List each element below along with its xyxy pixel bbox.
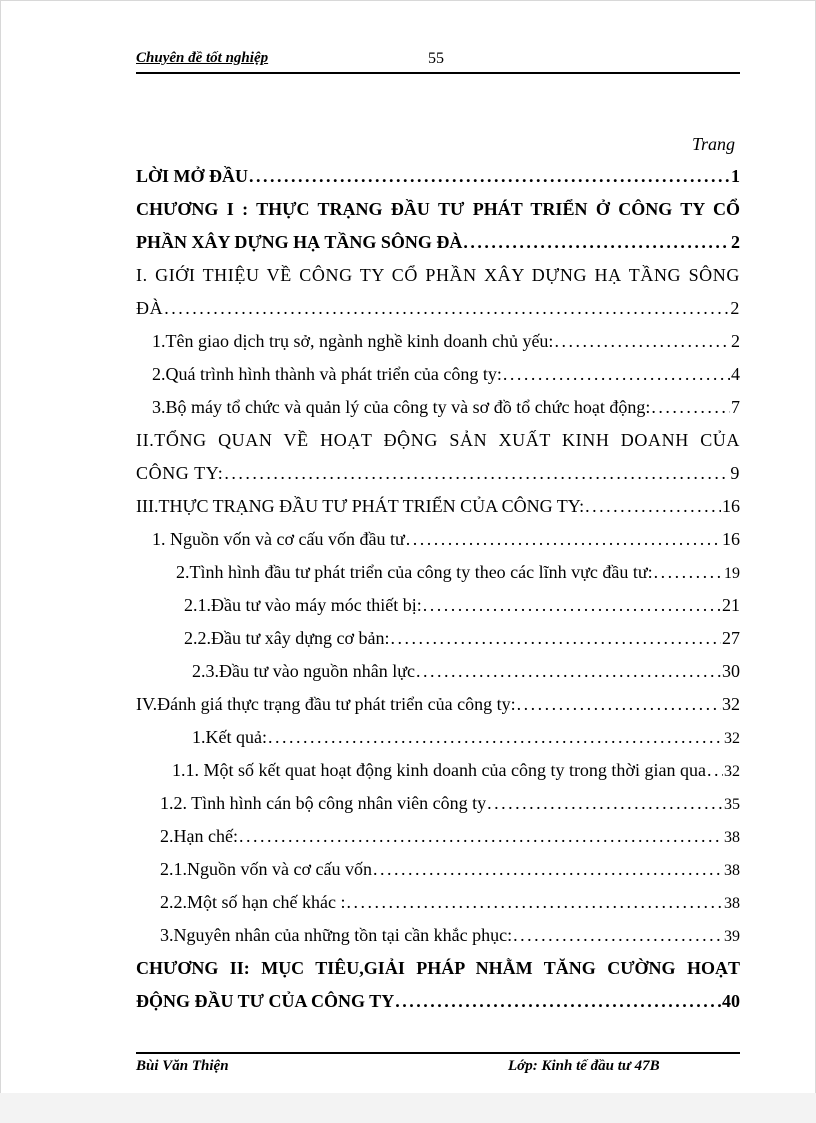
header-title: Chuyên đề tốt nghiệp: [136, 50, 269, 66]
toc-entry-text: 2.2.Một số hạn chế khác :: [160, 892, 346, 912]
toc-leader-dots: [503, 358, 730, 391]
toc-entry-section-4[interactable]: [136, 688, 740, 721]
toc-entry-text: 2.2.Đầu tư xây dựng cơ bản:: [184, 628, 390, 648]
toc-leader-dots: [654, 556, 723, 589]
footer-author: Bùi Văn Thiện: [136, 1058, 229, 1074]
toc-entry-text-line1: II.TỔNG QUAN VỀ HOẠT ĐỘNG SẢN XUẤT KINH DOANH CỦA: [136, 430, 740, 450]
toc-entry-page: 32: [724, 763, 740, 780]
toc-entry-page: 38: [724, 862, 740, 879]
toc-leader-dots: [346, 886, 723, 919]
toc-leader-dots: [585, 490, 721, 523]
toc-leader-dots: [373, 853, 723, 886]
toc-entry-3-2-2[interactable]: [136, 622, 740, 655]
toc-leader-dots: [554, 325, 730, 358]
toc-entry-page: 21: [722, 595, 740, 615]
toc-entry-text-line2: CÔNG TY:: [136, 463, 224, 483]
toc-leader-dots: [423, 589, 721, 622]
toc-leader-dots: [224, 457, 729, 490]
toc-leader-dots: [517, 688, 721, 721]
toc-entry-section-3[interactable]: [136, 490, 740, 523]
toc-entry-3-2-3[interactable]: [136, 655, 740, 688]
toc-entry-text: IV.Đánh giá thực trạng đầu tư phát triển của công ty:: [136, 694, 516, 714]
toc-entry-text: 2.1.Đầu tư vào máy móc thiết bị:: [184, 595, 422, 615]
toc-leader-dots: [395, 985, 721, 1018]
toc-leader-dots: [268, 721, 723, 754]
toc-entry-4-1-1[interactable]: [136, 754, 740, 787]
toc-entry-text: 3.Nguyên nhân của những tồn tại cần khắc phục:: [160, 925, 513, 945]
toc-entry-3-2-1[interactable]: [136, 589, 740, 622]
toc-entry-page: 7: [731, 397, 740, 417]
toc-leader-dots: [391, 622, 722, 655]
toc-entry-text: 2.3.Đầu tư vào nguồn nhân lực: [192, 661, 415, 681]
toc-entry-4-3[interactable]: [136, 919, 740, 952]
toc-entry-page: 40: [722, 991, 740, 1011]
toc-entry-text: 1. Nguồn vốn và cơ cấu vốn đầu tư: [152, 529, 405, 549]
toc-entry-4-1[interactable]: [136, 721, 740, 754]
toc-leader-dots: [651, 391, 730, 424]
toc-entry-text-line1: I. GIỚI THIỆU VỀ CÔNG TY CỔ PHẦN XÂY DỰNG HẠ TẦNG SÔNG: [136, 265, 740, 285]
toc-entry-text: 2.Hạn chế:: [160, 826, 238, 846]
toc-entry-text-line2: ĐÀ: [136, 298, 164, 318]
toc-leader-dots: [239, 820, 723, 853]
page-footer: [136, 1052, 740, 1074]
toc-entry-page: 2: [730, 298, 740, 318]
toc-entry-page: 38: [724, 895, 740, 912]
toc-entry-text-line1: CHƯƠNG I : THỰC TRẠNG ĐẦU TƯ PHÁT TRIỂN Ở CÔNG TY CỔ: [136, 199, 740, 219]
toc-entry-loi-mo-dau[interactable]: [136, 160, 740, 193]
toc-leader-dots: [416, 655, 721, 688]
header-page-number: 55: [428, 50, 444, 67]
toc-entry-text: 2.1.Nguồn vốn và cơ cấu vốn: [160, 859, 372, 879]
toc-entry-section-1[interactable]: [136, 259, 740, 325]
toc-entry-page: 35: [724, 796, 740, 813]
toc-entry-4-2-2[interactable]: [136, 886, 740, 919]
toc-leader-dots: [513, 919, 723, 952]
toc-entry-page: 27: [722, 628, 740, 648]
toc-entry-page: 38: [724, 829, 740, 846]
toc-leader-dots: [164, 292, 729, 325]
footer-class: Lớp: Kinh tế đầu tư 47B: [508, 1058, 660, 1074]
toc-leader-dots: [463, 226, 730, 259]
toc-entry-page: 16: [722, 496, 740, 516]
toc-entry-text: 1.Tên giao dịch trụ sở, ngành nghề kinh doanh chủ yếu:: [152, 331, 554, 351]
toc-entry-text: 2.Tình hình đầu tư phát triển của công ty theo các lĩnh vực đầu tư:: [176, 562, 653, 582]
toc-entry-page: 9: [730, 463, 740, 483]
toc-entry-4-1-2[interactable]: [136, 787, 740, 820]
toc-entry-page: 39: [724, 928, 740, 945]
toc-entry-text-line2: ĐỘNG ĐẦU TƯ CỦA CÔNG TY: [136, 991, 395, 1011]
toc-entry-page: 32: [724, 730, 740, 747]
toc-entry-4-2-1[interactable]: [136, 853, 740, 886]
toc-leader-dots: [249, 160, 730, 193]
toc-page-label: Trang: [692, 134, 736, 154]
toc-entry-text: 1.1. Một số kết quat hoạt động kinh doanh của công ty trong thời gian qua: [172, 760, 706, 780]
toc-entry-text: 3.Bộ máy tổ chức và quản lý của công ty và sơ đồ tổ chức hoạt động:: [152, 397, 651, 417]
toc-entry-text-line1: CHƯƠNG II: MỤC TIÊU,GIẢI PHÁP NHẰM TĂNG CƯỜNG HOẠT: [136, 958, 740, 978]
toc-entry-page: 2: [731, 331, 740, 351]
toc-entry-1-1[interactable]: [136, 325, 740, 358]
toc-entry-text: 2.Quá trình hình thành và phát triển của công ty:: [152, 364, 502, 384]
toc-entry-page: 4: [731, 364, 740, 384]
toc-entry-1-3[interactable]: [136, 391, 740, 424]
toc-entry-page: 2: [731, 232, 740, 252]
toc-entry-1-2[interactable]: [136, 358, 740, 391]
toc-entry-page: 19: [724, 565, 740, 582]
toc-entry-section-2[interactable]: [136, 424, 740, 490]
toc-entry-chuong-1[interactable]: [136, 193, 740, 259]
toc-entry-text: III.THỰC TRẠNG ĐẦU TƯ PHÁT TRIỂN CỦA CÔNG TY:: [136, 496, 585, 516]
toc-entry-page: 30: [722, 661, 740, 681]
toc-entry-page: 1: [731, 166, 740, 186]
page-header: [136, 48, 740, 74]
toc-entry-4-2[interactable]: [136, 820, 740, 853]
toc-entry-page: 32: [722, 694, 740, 714]
toc-leader-dots: [406, 523, 721, 556]
toc-entry-text: 1.2. Tình hình cán bộ công nhân viên công ty: [160, 793, 487, 813]
toc-entry-3-2[interactable]: [136, 556, 740, 589]
toc-entry-page: 16: [722, 529, 740, 549]
toc-entry-chuong-2[interactable]: [136, 952, 740, 1018]
toc-leader-dots: [707, 754, 723, 787]
toc-entry-3-1[interactable]: [136, 523, 740, 556]
table-of-contents: [136, 160, 740, 1018]
toc-leader-dots: [487, 787, 723, 820]
bottom-strip: [0, 1093, 816, 1123]
toc-entry-text: LỜI MỞ ĐẦU: [136, 166, 248, 186]
toc-entry-text-line2: PHẦN XÂY DỰNG HẠ TẦNG SÔNG ĐÀ: [136, 232, 463, 252]
toc-entry-text: 1.Kết quả:: [192, 727, 267, 747]
